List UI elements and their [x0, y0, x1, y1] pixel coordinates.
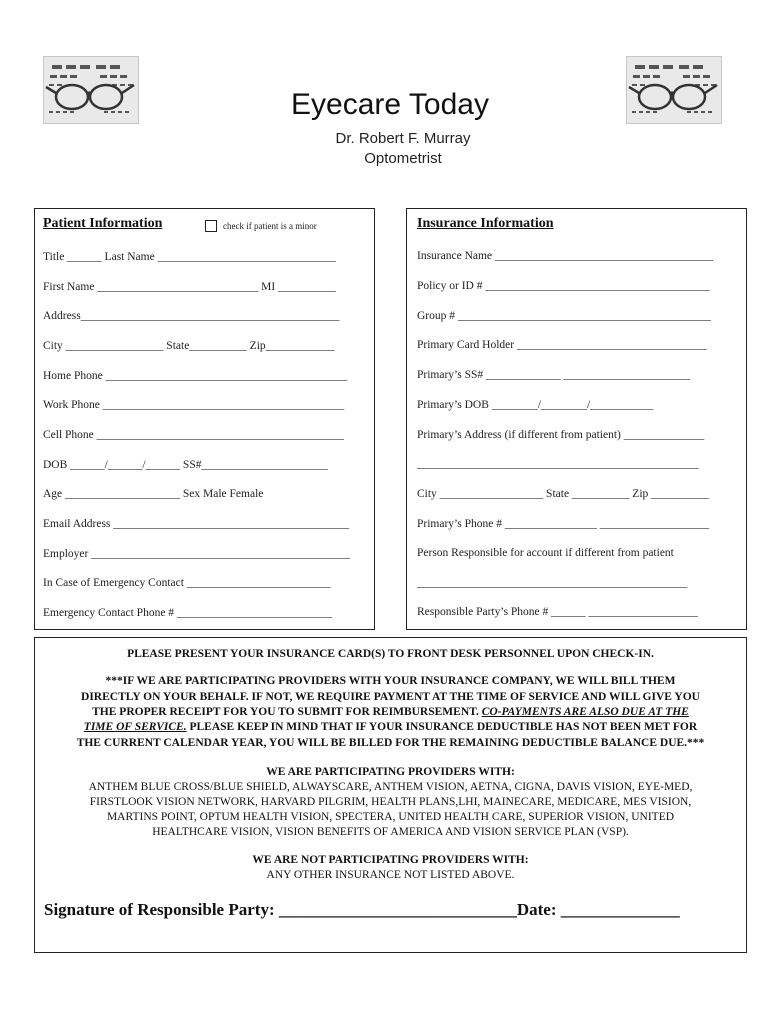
primary-ssn-field[interactable]: Primary’s SS# _____________ ______________________	[417, 369, 691, 381]
emergency-phone-field[interactable]: Emergency Contact Phone # ___________________________	[43, 607, 333, 619]
billing-notice-line-4b: PLEASE KEEP IN MIND THAT IF YOUR INSURANCE DEDUCTIBLE HAS NOT BEEN MET FOR	[186, 721, 698, 733]
minor-checkbox-label: check if patient is a minor	[223, 221, 317, 231]
patient-information-heading: Patient Information	[43, 216, 163, 231]
billing-notice-line-5: THE CURRENT CALENDAR YEAR, YOU WILL BE BILLED FOR THE REMAINING DEDUCTIBLE BALANCE DUE.***	[76, 737, 705, 749]
primary-dob-field[interactable]: Primary’s DOB ________/________/___________	[417, 399, 654, 411]
time-of-service-notice: TIME OF SERVICE.	[83, 721, 187, 733]
not-participating-text: ANY OTHER INSURANCE NOT LISTED ABOVE.	[266, 869, 515, 881]
participating-providers-line-2: FIRSTLOOK VISION NETWORK, HARVARD PILGRIM, HEALTH PLANS,LHI, MAINECARE, MEDICARE, MES VISION,	[89, 796, 692, 808]
billing-notice-line-3a: THE PROPER RECEIPT FOR YOU TO SUBMIT FOR REIMBURSEMENT.	[92, 706, 482, 718]
minor-checkbox-row[interactable]	[205, 220, 317, 232]
age-sex-field[interactable]: Age ____________________ Sex Male Female	[43, 488, 264, 500]
dob-ssn-field[interactable]: DOB ______/______/______ SS#______________________	[43, 459, 328, 471]
address-field[interactable]: Address_____________________________________________	[43, 310, 340, 322]
present-cards-notice: PLEASE PRESENT YOUR INSURANCE CARD(S) TO FRONT DESK PERSONNEL UPON CHECK-IN.	[127, 648, 654, 660]
responsible-party-phone-field[interactable]: Responsible Party’s Phone # ______ ___________________	[417, 606, 698, 618]
insurance-information-heading: Insurance Information	[417, 216, 554, 231]
billing-notice-section	[34, 637, 747, 953]
insurance-name-field[interactable]: Insurance Name ______________________________________	[417, 250, 714, 262]
primary-address-line2[interactable]: _________________________________________________	[417, 458, 699, 470]
patient-information-section	[34, 208, 375, 630]
primary-address-field[interactable]: Primary’s Address (if different from patient) ______________	[417, 429, 705, 441]
doctor-name: Dr. Robert F. Murray	[335, 130, 471, 147]
policy-id-field[interactable]: Policy or ID # _______________________________________	[417, 280, 710, 292]
participating-providers-line-3: MARTINS POINT, OPTUM HEALTH VISION, SPECTERA, UNITED HEALTH CARE, SUPERIOR VISION, UNITED	[106, 811, 675, 823]
emergency-contact-field[interactable]: In Case of Emergency Contact _________________________	[43, 577, 331, 589]
participating-providers-line-4: HEALTHCARE VISION, VISION BENEFITS OF AMERICA AND VISION SERVICE PLAN (VSP).	[152, 826, 629, 838]
person-responsible-field[interactable]: _______________________________________________	[417, 577, 688, 589]
billing-notice-line-4	[35, 720, 746, 735]
insurance-city-state-zip-field[interactable]: City __________________ State __________ Zip __________	[417, 488, 709, 500]
employer-field[interactable]: Employer _____________________________________________	[43, 548, 350, 560]
person-responsible-label: Person Responsible for account if different from patient	[417, 547, 674, 559]
billing-notice-line-3	[35, 705, 746, 720]
billing-notice-line-1: ***IF WE ARE PARTICIPATING PROVIDERS WITH YOUR INSURANCE COMPANY, WE WILL BILL THEM	[105, 675, 676, 687]
work-phone-field[interactable]: Work Phone __________________________________________	[43, 399, 345, 411]
practice-title: Eyecare Today	[291, 88, 489, 121]
copay-notice: CO-PAYMENTS ARE ALSO DUE AT THE	[481, 706, 689, 718]
not-participating-heading: WE ARE NOT PARTICIPATING PROVIDERS WITH:	[252, 854, 529, 866]
group-number-field[interactable]: Group # ____________________________________________	[417, 310, 711, 322]
participating-heading: WE ARE PARTICIPATING PROVIDERS WITH:	[266, 766, 515, 778]
billing-notice-line-2: DIRECTLY ON YOUR BEHALF. IF NOT, WE REQUIRE PAYMENT AT THE TIME OF SERVICE AND WILL GIVE YOU	[81, 691, 700, 703]
city-state-zip-field[interactable]: City _________________ State__________ Zip____________	[43, 340, 335, 352]
email-address-field[interactable]: Email Address _________________________________________	[43, 518, 350, 530]
participating-providers-line-1: ANTHEM BLUE CROSS/BLUE SHIELD, ALWAYSCARE, ANTHEM VISION, AETNA, CIGNA, DAVIS VISION, EYE-MED,	[88, 781, 693, 793]
firstname-mi-field[interactable]: First Name ____________________________ MI __________	[43, 281, 336, 293]
title-lastname-field[interactable]: Title ______ Last Name _______________________________	[43, 251, 336, 263]
cell-phone-field[interactable]: Cell Phone ___________________________________________	[43, 429, 344, 441]
signature-date-line[interactable]: Signature of Responsible Party: ____________________________Date: ______________	[44, 900, 680, 919]
insurance-information-section	[406, 208, 747, 630]
primary-card-holder-field[interactable]: Primary Card Holder _________________________________	[417, 339, 707, 351]
home-phone-field[interactable]: Home Phone __________________________________________	[43, 370, 348, 382]
doctor-profession: Optometrist	[364, 150, 442, 167]
minor-checkbox[interactable]	[205, 220, 217, 232]
primary-phone-field[interactable]: Primary’s Phone # ________________ ___________________	[417, 518, 709, 530]
